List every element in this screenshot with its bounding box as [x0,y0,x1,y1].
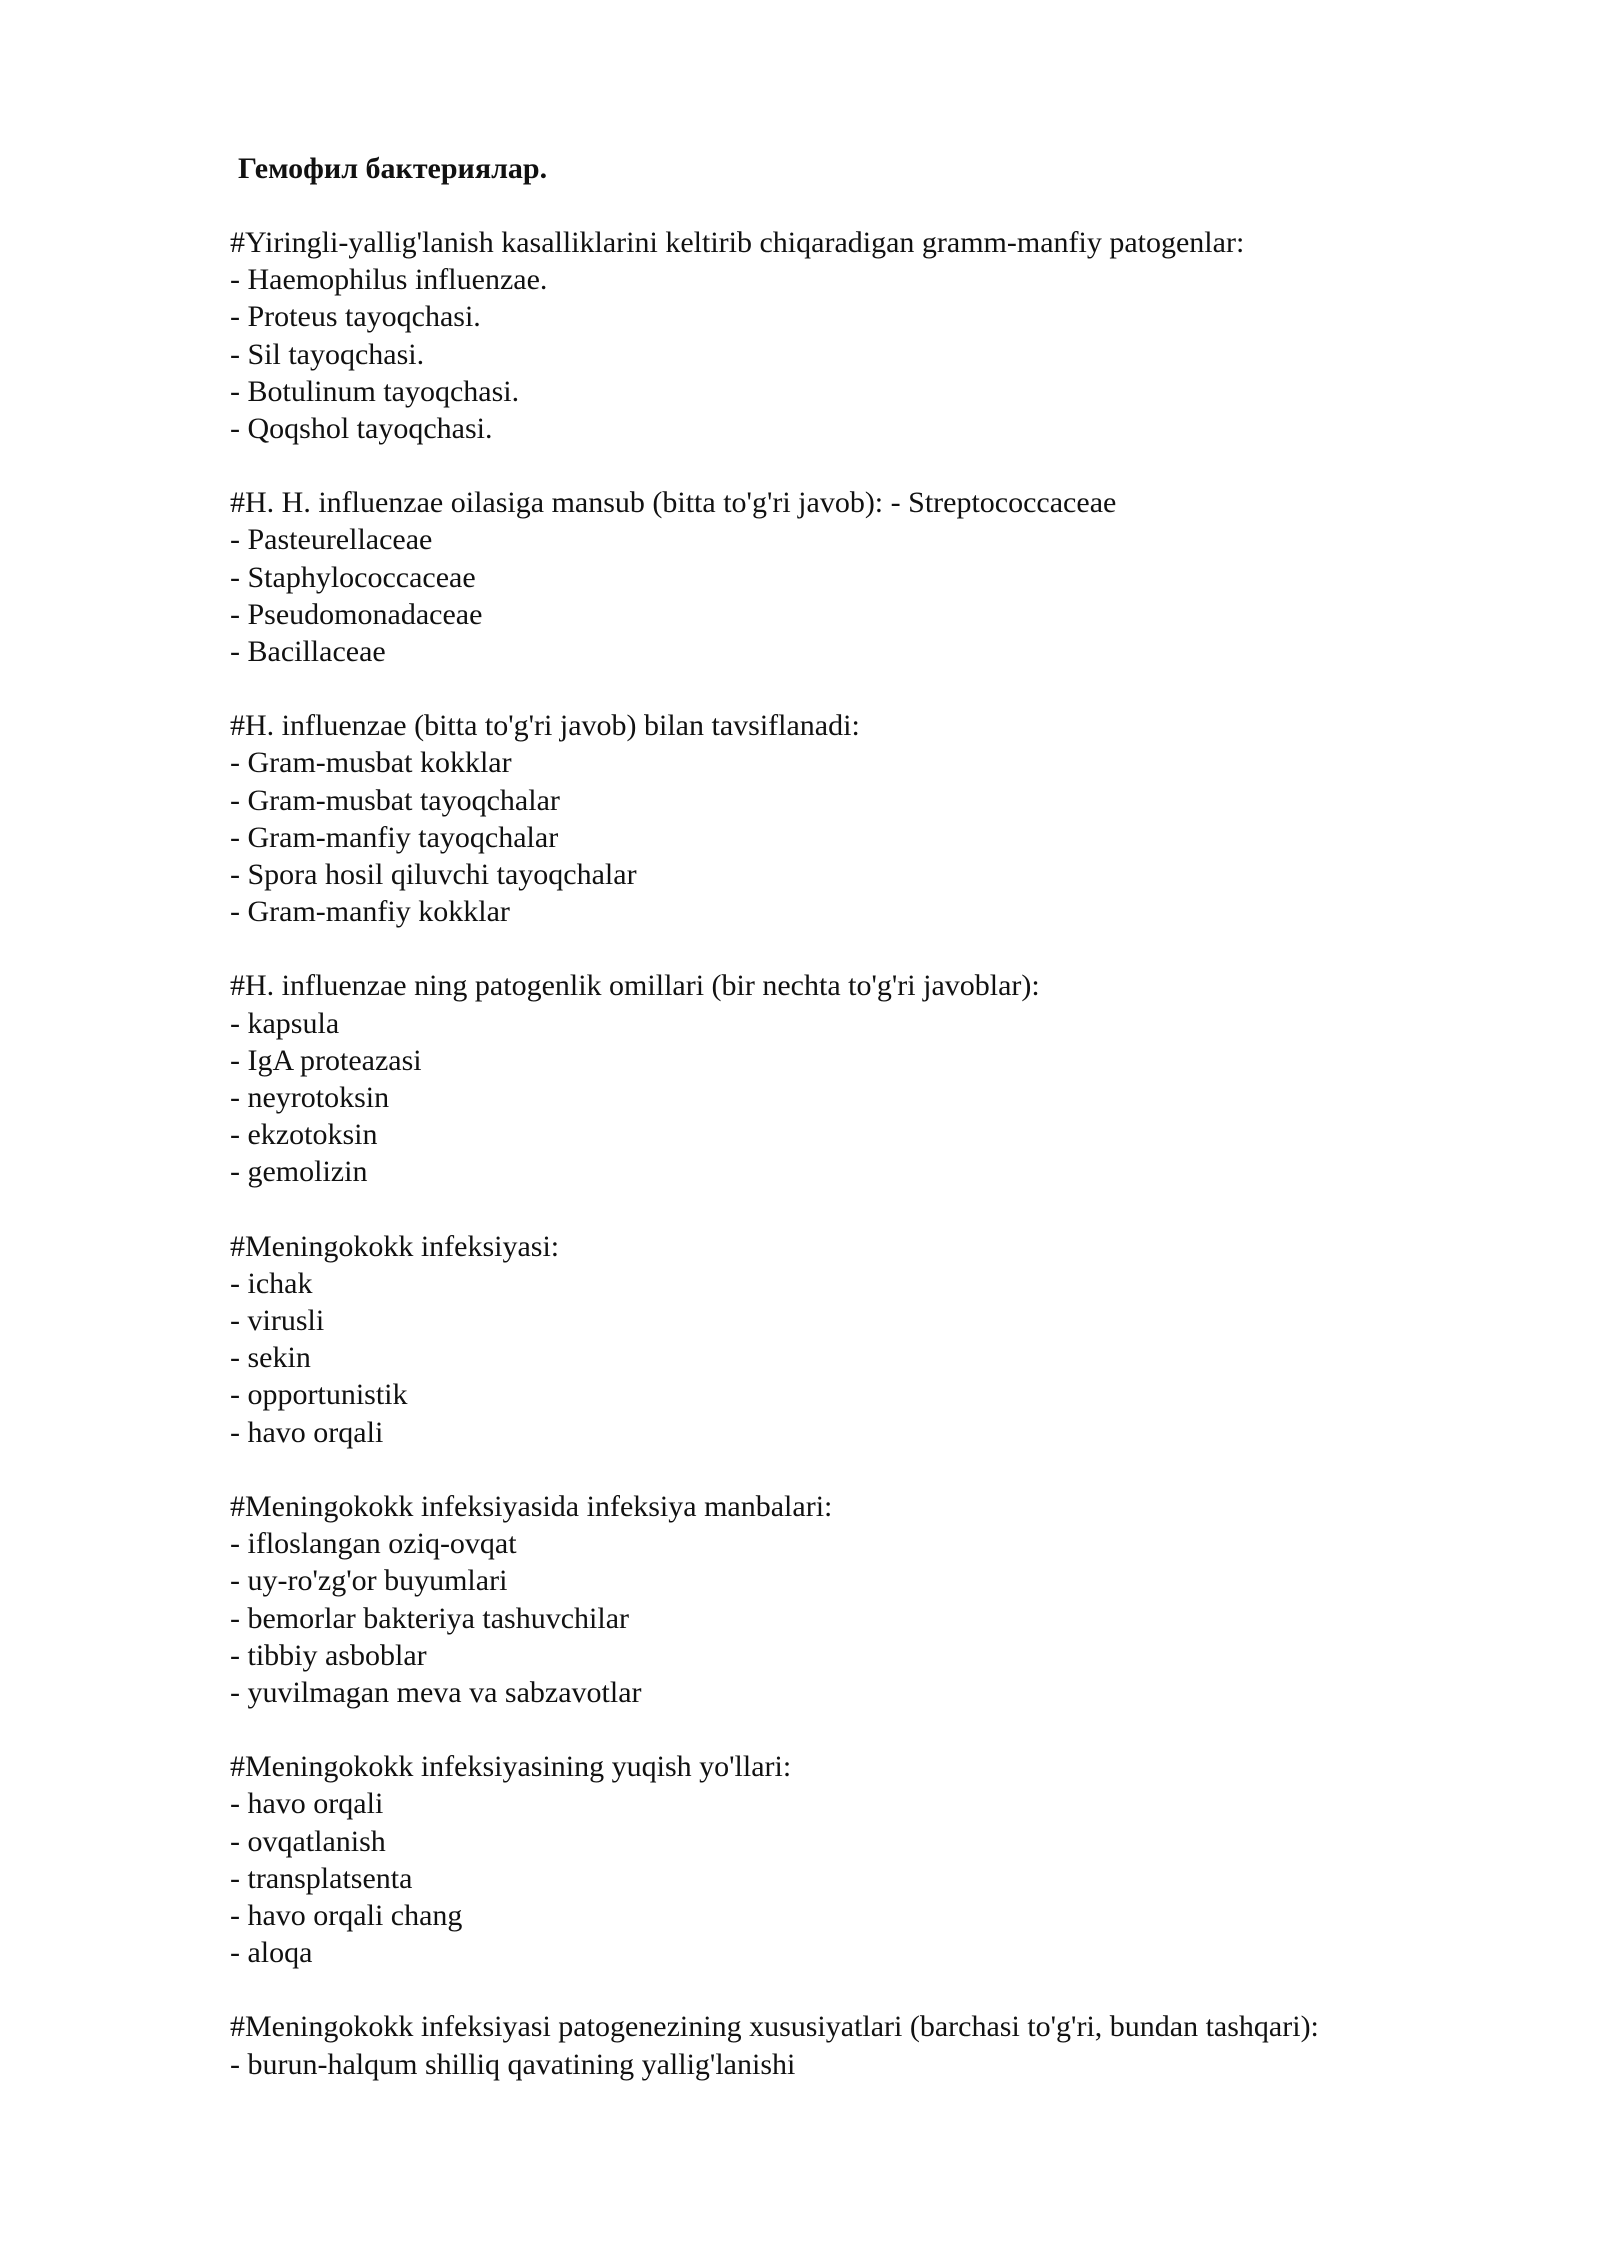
question-text: #H. H. influenzae oilasiga mansub (bitta to'g'ri javob): - Streptococcaceae [230,486,1117,520]
answer-option: - aloqa [230,1936,313,1970]
answer-option: - Botulinum tayoqchasi. [230,374,520,408]
question-text: #Meningokokk infeksiyasi: [230,1229,560,1263]
question-block [230,484,1530,670]
answer-option: - kapsula [230,1006,340,1040]
question-block [230,1228,1530,1451]
answer-option: - Sil tayoqchasi. [230,337,425,371]
answer-option: - transplatsenta [230,1861,413,1895]
answer-option: - gemolizin [230,1155,368,1189]
answer-option: - Gram-manfiy tayoqchalar [230,820,559,854]
question-text: #H. influenzae ning patogenlik omillari (bir nechta to'g'ri javoblar): [230,969,1040,1003]
answer-option: - ekzotoksin [230,1118,378,1152]
answer-option: - havo orqali [230,1415,384,1449]
answer-option: - Spora hosil qiluvchi tayoqchalar [230,858,637,892]
answer-option: - burun-halqum shilliq qavatining yallig'lanishi [230,2047,796,2081]
answer-option: - opportunistik [230,1378,408,1412]
answer-option: - Pasteurellaceae [230,523,433,557]
answer-option: - Gram-musbat kokklar [230,746,512,780]
answer-option: - IgA proteazasi [230,1043,422,1077]
answer-option: - Bacillaceae [230,635,386,669]
answer-option: - bemorlar bakteriya tashuvchilar [230,1601,629,1635]
question-text: #Yiringli-yallig'lanish kasalliklarini keltirib chiqaradigan gramm-manfiy patogenlar: [230,226,1245,259]
answer-option: - Gram-manfiy kokklar [230,895,510,929]
answer-option: - Qoqshol tayoqchasi. [230,412,493,446]
answer-option: - Proteus tayoqchasi. [230,300,481,334]
answer-option: - uy-ro'zg'or buyumlari [230,1564,508,1598]
question-block [230,967,1530,1190]
answer-option: - ovqatlanish [230,1824,386,1858]
question-block [230,224,1530,447]
question-block [230,1488,1530,1711]
answer-option: - virusli [230,1304,325,1338]
document-page [230,150,1530,2120]
question-text: #Meningokokk infeksiyasining yuqish yo'llari: [230,1750,792,1784]
answer-option: - ifloslangan oziq-ovqat [230,1527,517,1561]
answer-option: - Staphylococcaceae [230,560,476,594]
answer-option: - Gram-musbat tayoqchalar [230,783,560,817]
question-block [230,707,1530,930]
answer-option: - havo orqali [230,1787,384,1821]
answer-option: - Pseudomonadaceae [230,597,483,631]
answer-option: - yuvilmagan meva va sabzavotlar [230,1675,642,1709]
answer-option: - ichak [230,1266,313,1300]
answer-option: - havo orqali chang [230,1898,463,1932]
answer-option: - sekin [230,1341,311,1375]
question-text: #H. influenzae (bitta to'g'ri javob) bilan tavsiflanadi: [230,709,860,743]
question-text: #Meningokokk infeksiyasi patogenezining xususiyatlari (barchasi to'g'ri, bundan tashqari): [230,2010,1319,2044]
answer-option: - tibbiy asboblar [230,1638,427,1672]
document-title: Гемофил бактериялар. [238,152,548,185]
answer-option: - Haemophilus influenzae. [230,263,548,297]
answer-option: - neyrotoksin [230,1081,390,1115]
question-text: #Meningokokk infeksiyasida infeksiya manbalari: [230,1489,833,1523]
question-block [230,2008,1530,2082]
question-block [230,1748,1530,1971]
